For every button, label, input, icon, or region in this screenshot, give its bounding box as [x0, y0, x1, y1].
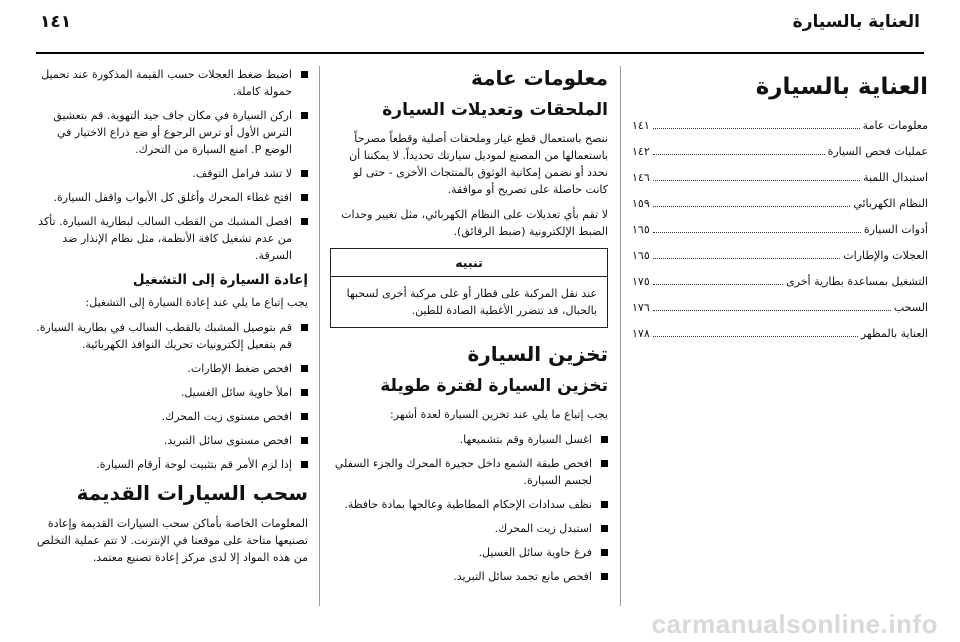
watermark: carmanualsonline.info	[651, 609, 938, 639]
bullet-icon	[601, 436, 608, 443]
bullet-icon	[301, 461, 308, 468]
notice-text: عند نقل المركبة على قطار أو على مركبة أخرى لسحبها بالحبال، قد تتضرر الأغطية الصادة للطين.	[346, 287, 597, 317]
toc-entry-title: معلومات عامة	[862, 119, 928, 132]
list-item	[36, 66, 308, 100]
toc-entry[interactable]	[632, 144, 928, 160]
subsection-heading-return: إعادة السيارة إلى التشغيل	[132, 272, 308, 288]
toc-entry[interactable]	[632, 274, 928, 290]
section-heading-general: معلومات عامة	[470, 66, 608, 90]
section-heading-storage: تخزين السيارة	[467, 342, 608, 366]
toc-entry-page: ١٧٥	[632, 275, 650, 288]
list-item-text: فرغ حاوية سائل الغسيل.	[478, 546, 592, 559]
toc-entry[interactable]	[632, 118, 928, 134]
column-divider	[620, 66, 621, 606]
list-item	[36, 360, 308, 377]
bullet-icon	[601, 573, 608, 580]
chapter-title: العناية بالسيارة	[755, 74, 928, 100]
bullet-icon	[601, 501, 608, 508]
list-item	[36, 213, 308, 264]
toc-entry-title: العجلات والإطارات	[843, 249, 928, 262]
bullet-icon	[301, 413, 308, 420]
toc-entry[interactable]	[632, 196, 928, 212]
list-item-text: قم بتوصيل المشبك بالقطب السالب في بطارية السيارة. قم بتفعيل إلكترونيات تحريك النوافذ الكهربائية.	[36, 321, 292, 351]
toc-leader-dots	[653, 223, 861, 233]
list-item-text: افحص مستوى سائل التبريد.	[163, 434, 292, 447]
section-heading-disposal: سحب السيارات القديمة	[76, 481, 308, 505]
bullet-icon	[301, 170, 308, 177]
toc-leader-dots	[653, 197, 851, 207]
toc-entry-page: ١٧٨	[632, 327, 650, 340]
header-rule	[36, 52, 924, 54]
bullet-icon	[301, 112, 308, 119]
list-item-text: افحص طبقة الشمع داخل حجيرة المحرك والجزء السفلي لجسم السيارة.	[334, 457, 592, 487]
column-divider	[319, 66, 320, 606]
list-item-text: نظف سدادات الإحكام المطاطية وعالجها بمادة حافظة.	[344, 498, 592, 511]
toc-entry-title: العناية بالمظهر	[860, 327, 928, 340]
toc-entry-title: أدوات السيارة	[863, 223, 928, 236]
paragraph: لا تقم بأي تعديلات على النظام الكهربائي، مثل تغيير وحدات الضبط الإلكترونية (ضبط الرقائق).	[341, 208, 608, 238]
toc-leader-dots	[653, 249, 841, 259]
toc-leader-dots	[653, 301, 891, 311]
list-item	[330, 520, 608, 537]
subsection-heading-accessories: الملحقات وتعديلات السيارة	[382, 100, 608, 120]
bullet-icon	[301, 194, 308, 201]
toc-entry-page: ١٤٦	[632, 171, 650, 184]
storage-list	[330, 431, 608, 585]
toc-entry[interactable]	[632, 222, 928, 238]
paragraph: المعلومات الخاصة بأماكن سحب السيارات القديمة وإعادة تصنيعها متاحة على موقعنا في الإنترنت. لا تتم عملية التخلص من هذه المواد إلا لدى مركز إعادة تصنيع معتمد.	[36, 517, 308, 564]
list-item	[36, 384, 308, 401]
page-number: ١٤١	[40, 12, 72, 32]
toc-entry-page: ١٦٥	[632, 223, 650, 236]
list-item-text: اضبط ضغط العجلات حسب القيمة المذكورة عند تحميل حمولة كاملة.	[41, 68, 292, 98]
bullet-icon	[301, 71, 308, 78]
toc-entry[interactable]	[632, 170, 928, 186]
storage-list-continued	[36, 66, 308, 264]
list-item	[330, 496, 608, 513]
bullet-icon	[601, 460, 608, 467]
toc-leader-dots	[653, 275, 783, 285]
bullet-icon	[301, 365, 308, 372]
toc-entry-title: استبدال اللمبة	[863, 171, 928, 184]
toc-entry[interactable]	[632, 326, 928, 342]
list-item	[36, 456, 308, 473]
bullet-icon	[601, 549, 608, 556]
list-item-text: إذا لزم الأمر قم بتثبيت لوحة أرقام السيارة.	[96, 458, 292, 471]
list-item-text: افصل المشبك من القطب السالب لبطارية السيارة. تأكد من عدم تشغيل كافة الأنظمة، مثل نظام الإنذار ضد السرقة.	[38, 215, 292, 262]
list-item-text: املأ حاوية سائل الغسيل.	[180, 386, 292, 399]
toc-leader-dots	[653, 145, 825, 155]
list-item	[36, 189, 308, 206]
return-list	[36, 319, 308, 473]
list-item	[330, 568, 608, 585]
notice-label: تنبيه	[331, 249, 607, 277]
list-item	[36, 107, 308, 158]
toc-entry-page: ١٤١	[632, 119, 650, 132]
toc-entry-title: النظام الكهربائي	[853, 197, 928, 210]
list-item-text: افحص مانع تجمد سائل التبريد.	[453, 570, 592, 583]
bullet-icon	[301, 437, 308, 444]
list-item-text: استبدل زيت المحرك.	[494, 522, 592, 535]
toc-entry-page: ١٦٥	[632, 249, 650, 262]
list-item-text: افتح غطاء المحرك وأغلق كل الأبواب واقفل السيارة.	[53, 191, 292, 204]
storage-continued-column	[36, 66, 308, 574]
toc-leader-dots	[653, 171, 860, 181]
list-item	[36, 432, 308, 449]
list-item-text: لا تشد فرامل التوقف.	[192, 167, 292, 180]
list-item	[36, 408, 308, 425]
list-item-text: افحص مستوى زيت المحرك.	[161, 410, 292, 423]
running-header-title: العناية بالسيارة	[792, 12, 920, 32]
list-item-text: اغسل السيارة وقم بتشميعها.	[459, 433, 592, 446]
list-item-text: اركن السيارة في مكان جاف جيد التهوية. قم بتعشيق الترس الأول أو ترس الرجوع أو ضع ذراع الاختيار في الوضع P. امنع السيارة من التحرك.	[53, 109, 292, 156]
bullet-icon	[301, 389, 308, 396]
toc-list	[632, 118, 928, 342]
toc-leader-dots	[653, 119, 860, 129]
paragraph: يجب إتباع ما يلي عند تخزين السيارة لعدة أشهر:	[389, 408, 608, 421]
paragraph: ننصح باستعمال قطع غيار وملحقات أصلية وقطعاً مصرحاً باستعمالها من المصنع لموديل سيارتك تحديداً. لا يمكننا أن نحدد أو نضمن إمكانية الوثوق بالمنتجات الأخرى - حتى لو كانت حاصلة على تصريح أو موافقة.	[349, 132, 608, 196]
paragraph: يجب إتباع ما يلي عند إعادة السيارة إلى التشغيل:	[85, 296, 308, 309]
toc-entry-page: ١٤٢	[632, 145, 650, 158]
list-item	[36, 319, 308, 353]
notice-box	[330, 248, 608, 328]
toc-entry-page: ١٧٦	[632, 301, 650, 314]
toc-leader-dots	[653, 327, 858, 337]
list-item	[330, 431, 608, 448]
list-item	[36, 165, 308, 182]
list-item	[330, 544, 608, 561]
toc-entry-title: عمليات فحص السيارة	[827, 145, 928, 158]
subsection-heading-long-storage: تخزين السيارة لفترة طويلة	[380, 376, 608, 396]
general-info-column	[330, 66, 608, 593]
bullet-icon	[301, 218, 308, 225]
toc-entry[interactable]	[632, 300, 928, 316]
bullet-icon	[301, 324, 308, 331]
list-item-text: افحص ضغط الإطارات.	[187, 362, 292, 375]
bullet-icon	[601, 525, 608, 532]
list-item	[330, 455, 608, 489]
toc-entry[interactable]	[632, 248, 928, 264]
toc-entry-title: السحب	[893, 301, 928, 314]
toc-entry-page: ١٥٩	[632, 197, 650, 210]
toc-column	[632, 66, 928, 352]
toc-entry-title: التشغيل بمساعدة بطارية أخرى	[786, 275, 928, 288]
